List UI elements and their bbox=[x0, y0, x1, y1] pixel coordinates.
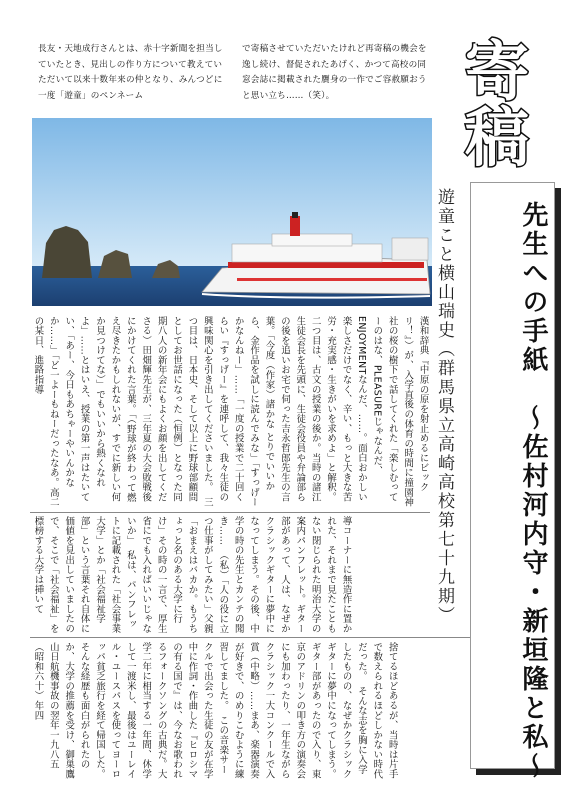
title-box bbox=[470, 182, 555, 781]
author-name: 遊童こと横山瑞史（群馬県立高崎高校第七十九期） bbox=[434, 188, 454, 625]
kikou-char-1: 寄 bbox=[465, 36, 529, 110]
row1-col3: 漢和辞典『中原の原を射止めるにビックリ！』）が、入学直後の体育の時間に撞園神社の桜の樹下で話してくれた「楽しむってーのはな、PLEASUREじゃなんだ、ENJOYMENTなんだ、……。面白おかしい楽しさだけでなく、辛い、もっと大きな苦労・充実感・生きがいを求めよ」と解釈。 二つ目は、古文の授業の後か。当時の諸江生徒会長を先頭に、生徒会役員や弁論部らの後を追いお宅で伺った吉永哲郎先生の言葉。「今度（作家）諸かな とりでいいから、金作品を試しに読んでみな」「すっげーかなんねー」……「一度の授業で二十回くらい『すっげー』を連呼して、我々生徒の興味関心を引き出してくださいました。 三つ目は、日本史、そして以上に野球部顧問としてお世話になった（恒例）となった同期八人の新年会にもよくお顔を出してくださる）田畑輝先生が、三年夏の大会敗戦後にかけてくれた言葉。「（野球が終わって燃え尽きたかもしれないが、すでに新しい何か見つけてな）」でもいいから熱くなれよ」……とはいえ、授業の第一声はたいてい、「あー、今日もあちゃーやいんかなか……」「ど一よーもねーだったなあ。高二の某日、進路指導 bbox=[32, 316, 429, 508]
intro-right-text: で寄稿させていただいたけれど再寄稿の機会を逸し続け、督促されたあげく、かつて高校の同窓会誌に掲載された贋身の一作でご容赦願おうと思い立ち……（笑）。 bbox=[242, 44, 427, 101]
divider-2 bbox=[30, 637, 470, 638]
intro-left-text: 長友・天地成行さんとは、赤十字新聞を担当していたとき、見出しの作り方について教えていただいて以来十数年来の仲となり、みんつどに一度「遊童」のペンネーム bbox=[38, 44, 223, 101]
row3-col1: 捨てるほどあるが、当時は片手で数えられるほどしかない時代だった。 そんな志を胸に入学したものの、なぜかクラシックギターに夢中になってしまう。ギター部があったので入り、東京のアドリンの叩き方の演奏会にも加わったり、一年生ながらクラシック一大コンクールで入賞（中略）……まあ、楽器演奏が好きで、のめりこむように練習してました。 この音楽サークルで出会った生徒の友が在学中に作詞・作曲した『ヒロシマの有る国で』は、今なお歌われるフォークソングの古典だ。大学二年に相当する一年間、休学して一渡米し、最後はユーレイル・ユースパスを使ってヨーロッパ貧乏旅行を経て帰国した。そんな経歴も面白がられたのか、大学の推薦を受け、御巣鷹山日航機事故の翌年一九八五（昭和六十）年四 bbox=[32, 642, 398, 780]
kikou-char-2: 稿 bbox=[465, 102, 529, 176]
ferry-photo-svg bbox=[32, 118, 432, 306]
main-title: 先生への手紙 〜佐村河内守・新垣隆と私〜 bbox=[518, 201, 548, 781]
ferry-photo bbox=[32, 118, 432, 306]
divider-1 bbox=[30, 512, 430, 513]
kikou-heading bbox=[437, 36, 557, 176]
column-row-1 bbox=[30, 316, 430, 509]
column-row-3 bbox=[30, 642, 470, 782]
intro-right bbox=[242, 42, 430, 104]
row2-col2: 導コーナーに無造作に置かれた、それまで見たこともない閉じられた明治大学の案内パンフレット。ギター部があって、人は、なぜかクラシックギターに夢中になってしまう。その後、中学の時の先生とカンテの聞き…… （私）「人の役に立つ仕事がしてみたい」父親「おまえはバカか。もうちょっと名のある大学に行け」その時の一言で、厚生省にでも入ればいいじゃないか」 私は、パンフレットに記載された「社会事業大学」とか「社会福祉学部」という言葉それ自体に価値を見出していましたので、そこで「社会福祉」を標榜する大学は挿いて bbox=[32, 516, 352, 634]
column-row-2 bbox=[30, 516, 470, 634]
intro-left bbox=[38, 42, 230, 104]
